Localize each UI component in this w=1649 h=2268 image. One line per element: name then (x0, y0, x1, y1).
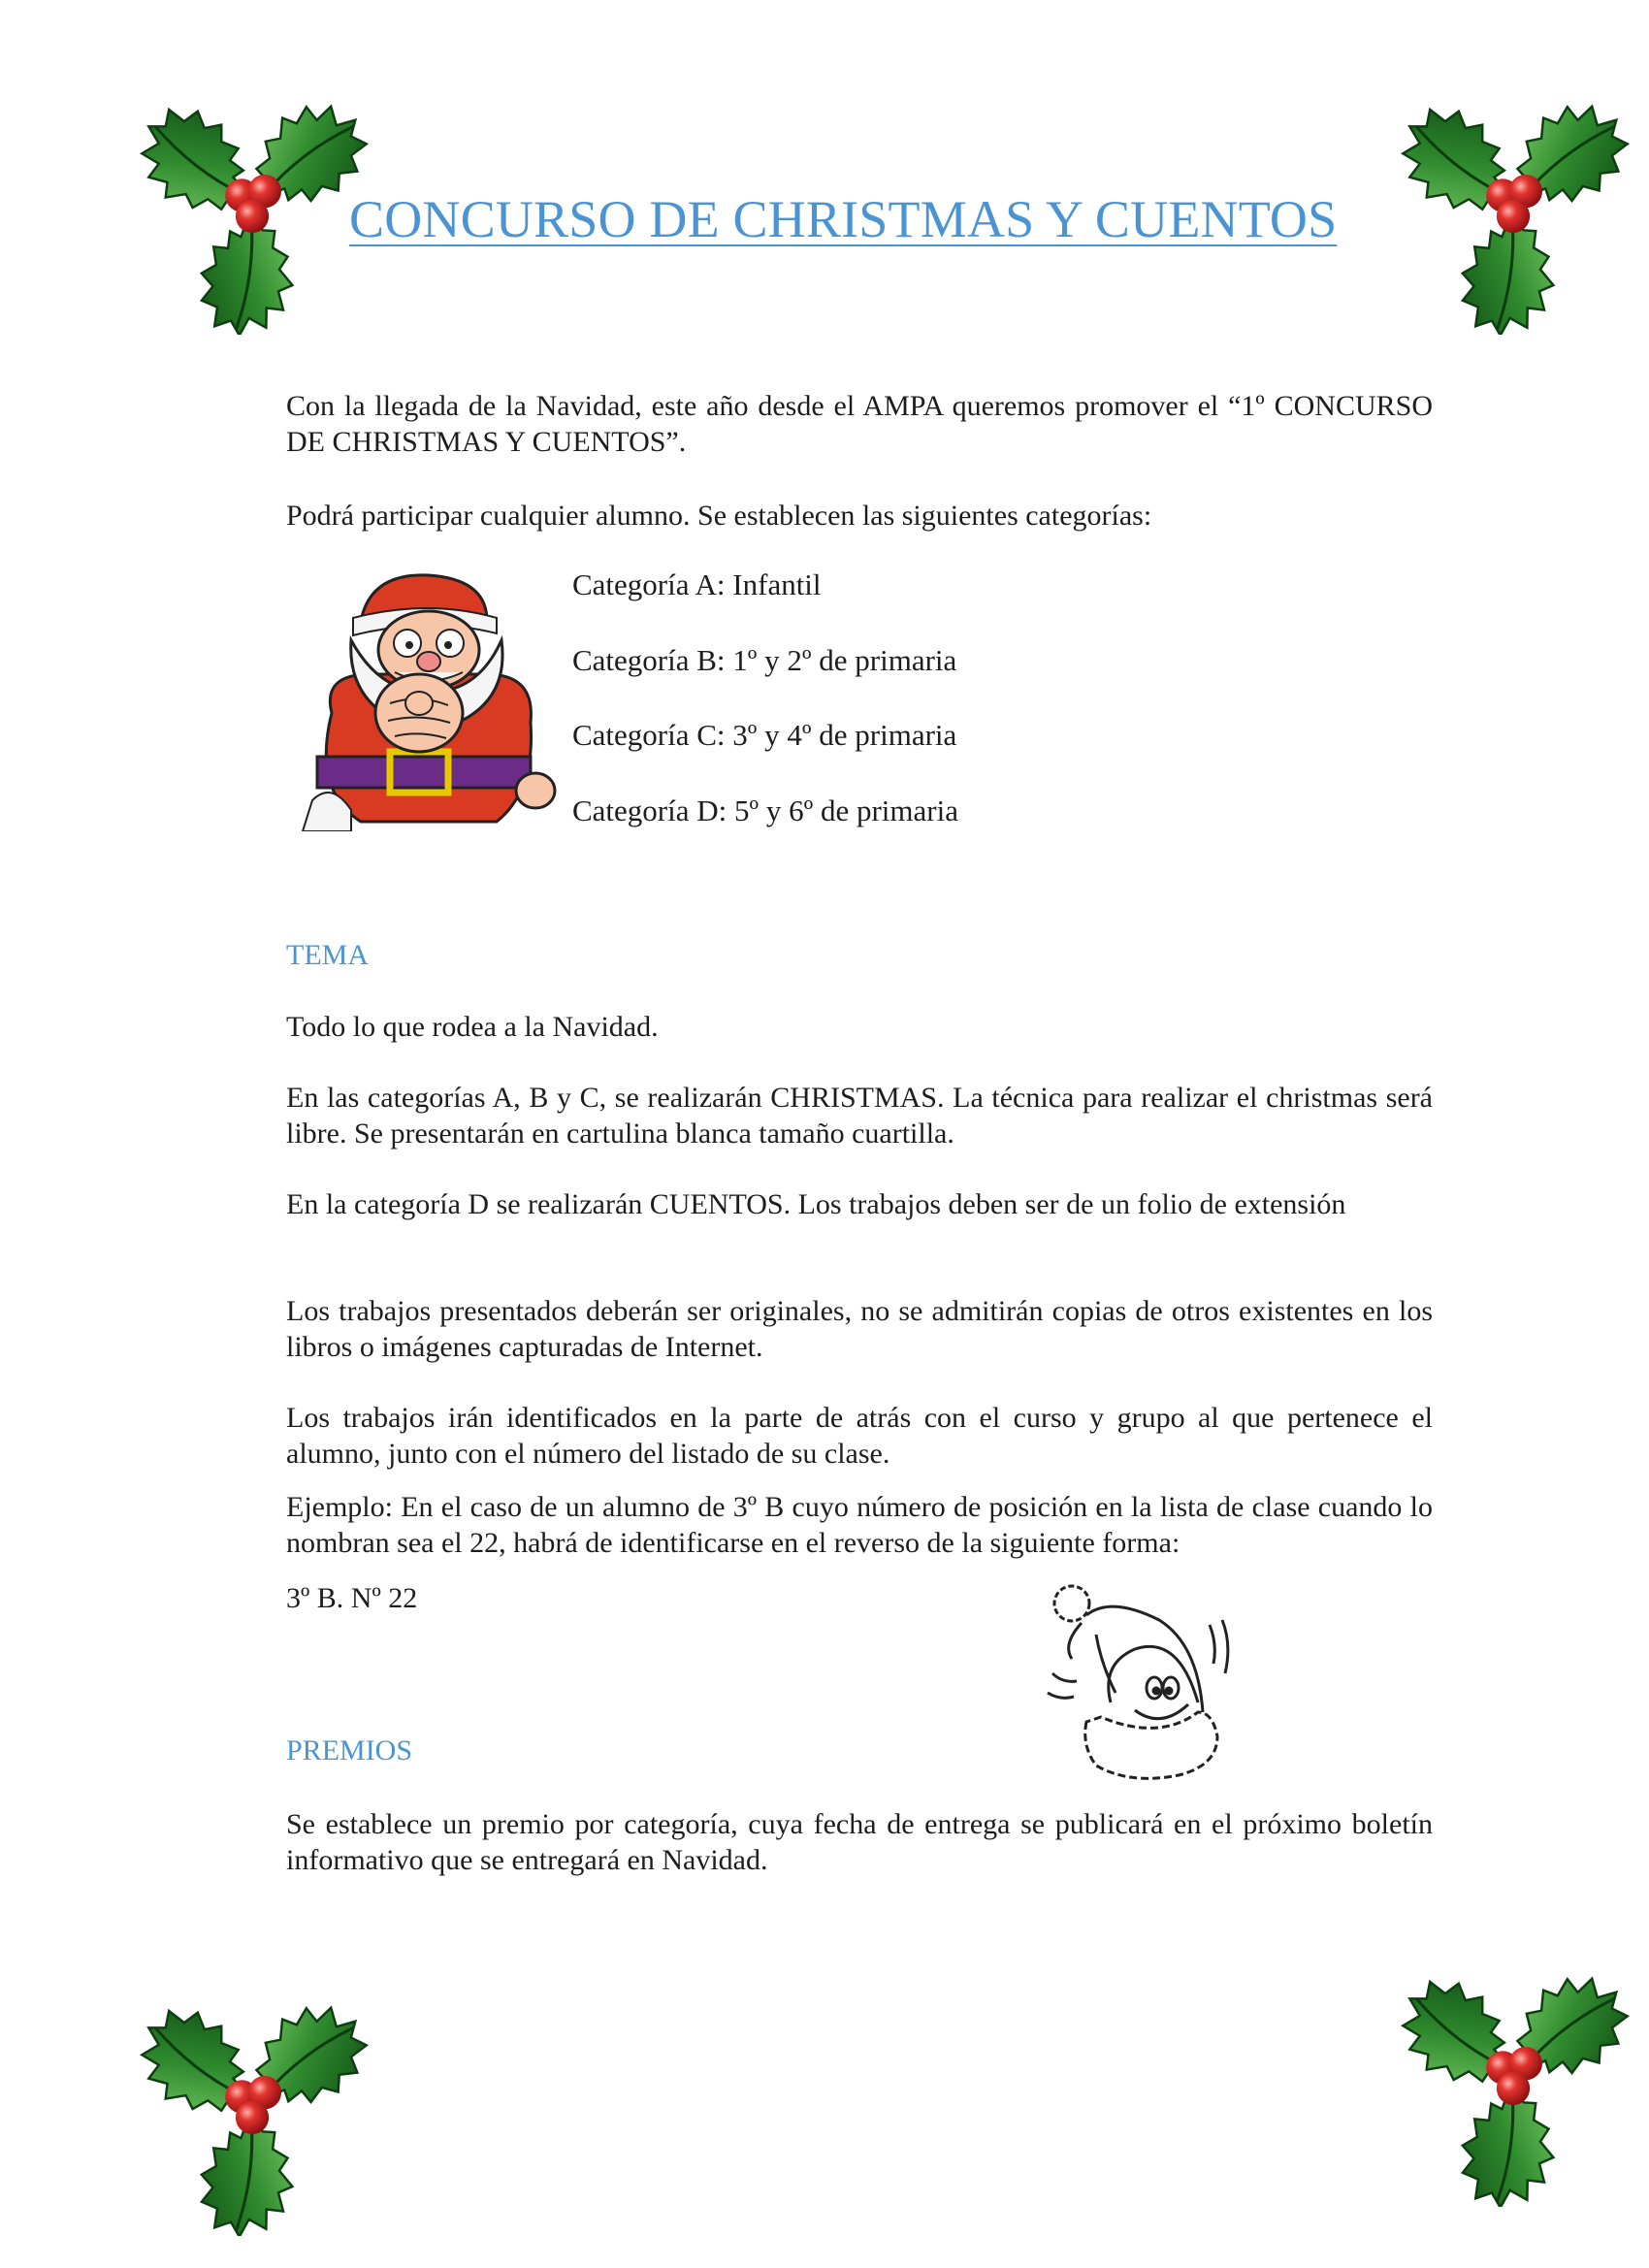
tema-heading: TEMA (286, 939, 369, 971)
category-b: Categoría B: 1º y 2º de primaria (572, 643, 957, 677)
tema-paragraph-3: En la categoría D se realizarán CUENTOS. Los trabajos deben ser de un folio de extensión (286, 1188, 1346, 1220)
holly-top-right-icon (1377, 44, 1649, 335)
example-identifier: 3º B. Nº 22 (286, 1582, 418, 1614)
category-c: Categoría C: 3º y 4º de primaria (572, 718, 957, 752)
page-title: CONCURSO DE CHRISTMAS Y CUENTOS (349, 190, 1338, 248)
participation-paragraph: Podrá participar cualquier alumno. Se establecen las siguientes categorías: (286, 500, 1152, 532)
tema-paragraph-5: Los trabajos irán identificados en la parte de atrás con el curso y grupo al que pertenece el alumno, junto con el número del listado de su clase. (286, 1402, 1433, 1470)
santa-illustration (293, 567, 565, 831)
santa-hat-sketch (1043, 1576, 1237, 1795)
tema-paragraph-4: Los trabajos presentados deberán ser originales, no se admitirán copias de otros existentes en los libros o imágenes capturadas de Internet. (286, 1295, 1433, 1363)
premios-heading: PREMIOS (286, 1734, 413, 1766)
tema-paragraph-1: Todo lo que rodea a la Navidad. (286, 1011, 659, 1043)
holly-bottom-left-icon (116, 1945, 388, 2236)
holly-bottom-right-icon (1377, 1916, 1649, 2207)
holly-top-left-icon (116, 44, 388, 335)
premios-paragraph: Se establece un premio por categoría, cuya fecha de entrega se publicará en el próximo boletín informativo que se entregará en Navidad. (286, 1808, 1433, 1876)
category-d: Categoría D: 5º y 6º de primaria (572, 794, 958, 827)
category-a: Categoría A: Infantil (572, 567, 822, 601)
tema-paragraph-6: Ejemplo: En el caso de un alumno de 3º B cuyo número de posición en la lista de clase cuando lo nombran sea el 22, habrá de identificarse en el reverso de la siguiente forma: (286, 1491, 1433, 1559)
intro-paragraph: Con la llegada de la Navidad, este año desde el AMPA queremos promover el “1º CONCURSO DE CHRISTMAS Y CUENTOS”. (286, 390, 1433, 458)
tema-paragraph-2: En las categorías A, B y C, se realizarán CHRISTMAS. La técnica para realizar el christmas será libre. Se presentarán en cartulina blanca tamaño cuartilla. (286, 1082, 1433, 1150)
